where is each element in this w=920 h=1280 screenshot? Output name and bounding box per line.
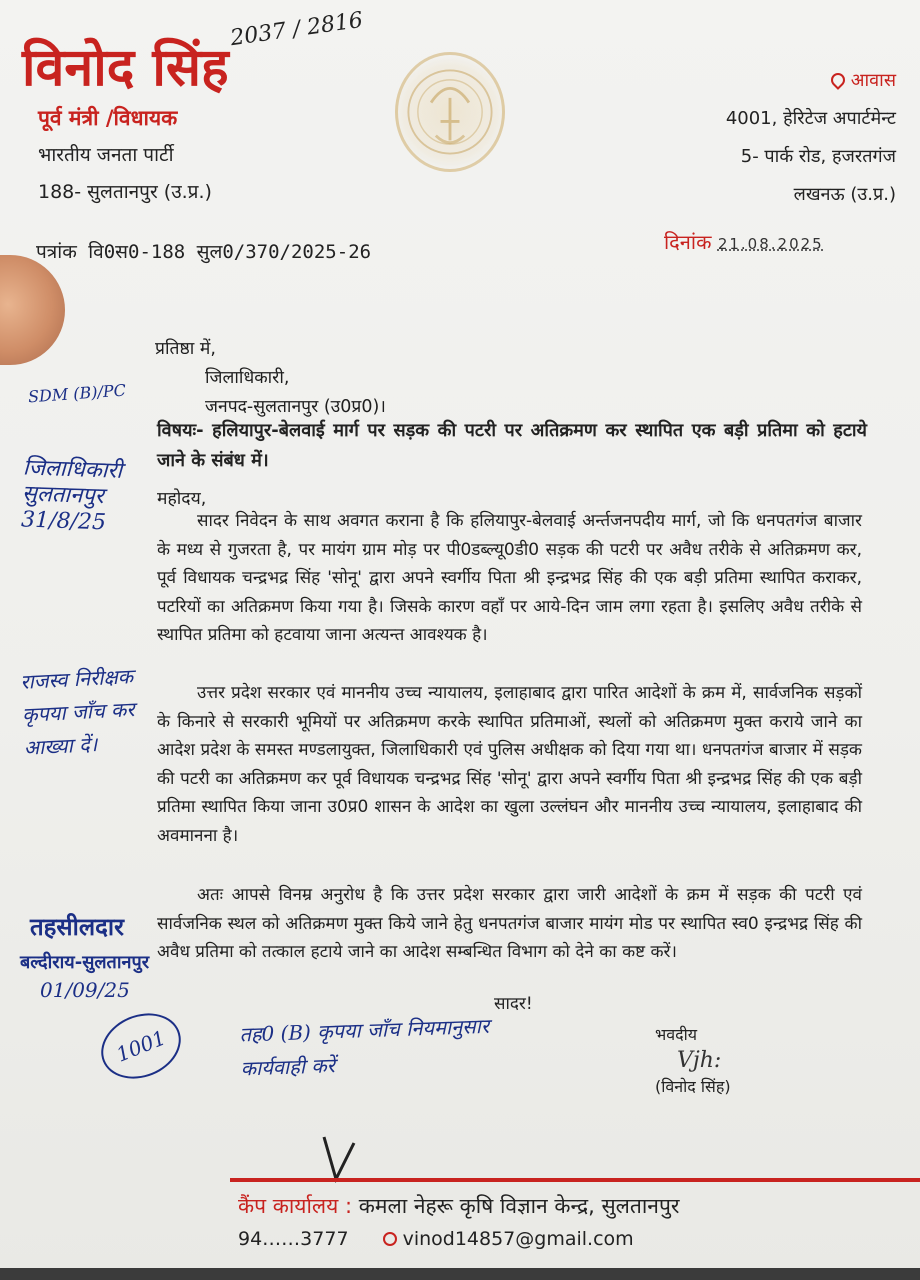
address-line-1: 4001, हेरिटेज अपार्टमेन्ट (725, 108, 896, 129)
email-address: vinod14857@gmail.com (402, 1228, 634, 1250)
constituency: 188- सुलतानपुर (उ.प्र.) (38, 181, 212, 203)
location-pin-icon (828, 70, 848, 90)
reference-number: पत्रांक वि0स0-188 सुल0/370/2025-26 (36, 241, 372, 263)
recipient-line-3: जनपद-सुलतानपुर (उ0प्र0)। (205, 397, 386, 417)
handwritten-order-note: तह0 (B) कृपया जाँच नियमानुसार कार्यवाही करें (239, 1013, 490, 1081)
residence-label: आवास (636, 62, 896, 100)
circled-number-stamp: 1001 (91, 1002, 190, 1090)
finger-thumb (0, 255, 65, 365)
footer-divider (230, 1178, 920, 1182)
handwritten-dm-note: जिलाधिकारी सुलतानपुर 31/8/25 (20, 455, 123, 536)
recipient-line-1: प्रतिष्ठा में, (155, 339, 216, 359)
footer-contact (238, 1228, 634, 1250)
tehsildar-date: 01/09/25 (40, 978, 130, 1002)
date-field (664, 228, 824, 255)
page-edge-shadow (0, 1268, 920, 1280)
state-emblem-icon (395, 52, 505, 172)
body-paragraph-3: अतः आपसे विनम्र अनुरोध है कि उत्तर प्रदेश सरकार द्वारा जारी आदेशों के क्रम में सड़क की पटरी एवं सार्वजनिक स्थल को अतिक्रमण मुक्त किये जाने हेतु धनपतगंज बाजार मायंग मोड पर स्थापित स्व0 इन्द्रभद्र सिंह की अवैध प्रतिमा को तत्काल हटाये जाने का आदेश सम्बन्धित विभाग को देने का कष्ट करें। (157, 885, 862, 962)
office-place: कमला नेहरू कृषि विज्ञान केन्द्र, सुलतानपुर (358, 1194, 680, 1218)
email-icon (383, 1232, 397, 1246)
signature: Vjh: (677, 1048, 722, 1073)
valediction: भवदीय (655, 1025, 698, 1044)
date-value: 21.08.2025 (717, 235, 824, 253)
letterhead-name: विनोद सिंह (22, 38, 229, 98)
salutation: महोदय, (157, 489, 207, 509)
footer-office (238, 1192, 679, 1220)
address-line-2: 5- पार्क रोड, हजरतगंज (740, 146, 896, 167)
letterhead-left-block (38, 100, 212, 211)
body-paragraph-2: उत्तर प्रदेश सरकार एवं माननीय उच्च न्यायालय, इलाहाबाद द्वारा पारित आदेशों के क्रम में, सार्वजनिक सड़कों के किनारे से सरकारी भूमियों पर अतिक्रमण करके स्थापित प्रतिमाओं, स्थलों को अतिक्रमण मुक्त कराये जाने का आदेश प्रदेश के समस्त मण्डलायुक्त, जिलाधिकारी एवं पुलिस अधीक्षक को दिया गया था। धनपतगंज बाजार में सड़क की पटरी का अतिक्रमण कर पूर्व विधायक चन्द्रभद्र सिंह 'सोनू' द्वारा अपने स्वर्गीय पिता श्री इन्द्रभद्र सिंह की एक बड़ी प्रतिमा स्थापित किया जाना उ0प्र0 शासन के आदेश का खुला उल्लंघन और माननीय उच्च न्यायालय, इलाहाबाद की अवमानना है। (157, 683, 862, 846)
handwritten-initials: 2037 / 2816 (228, 7, 365, 52)
subject-line: विषयः- हलियापुर-बेलवाई मार्ग पर सड़क की पटरी पर अतिक्रमण कर स्थापित एक बड़ी प्रतिमा को हटाये जाने के संबंध में। (157, 420, 867, 471)
closing-text: सादर! (494, 994, 533, 1014)
tehsildar-stamp-label: तहसीलदार (30, 913, 124, 941)
signatory-name: (विनोद सिंह) (655, 1077, 731, 1096)
address-line-3: लखनऊ (उ.प्र.) (793, 184, 896, 205)
signature-block (655, 1022, 731, 1100)
date-label: दिनांक (664, 230, 712, 254)
recipient-line-2: जिलाधिकारी, (205, 368, 290, 388)
tehsildar-stamp-place: बल्दीराय-सुलतानपुर (20, 952, 150, 973)
letterhead-right-block (636, 62, 896, 214)
email-wrapper (383, 1228, 634, 1250)
handwritten-margin-note: राजस्व निरीक्षक कृपया जाँच कर आख्या दें। (19, 664, 136, 760)
office-label: कैंप कार्यालय : (238, 1194, 353, 1218)
designation: पूर्व मंत्री /विधायक (38, 106, 178, 130)
body-paragraph-1: सादर निवेदन के साथ अवगत कराना है कि हलियापुर-बेलवाई अर्न्तजनपदीय मार्ग, जो कि धनपतगंज बाजार के मध्य से गुजरता है, पर मायंग ग्राम मोड़ पर पी0डब्ल्यू0डी0 सड़क की पटरी पर अवैध तरीके से अतिक्रमण कर, पूर्व विधायक चन्द्रभद्र सिंह 'सोनू' द्वारा अपने स्वर्गीय पिता श्री इन्द्रभद्र सिंह की एक बड़ी प्रतिमा स्थापित कराकर, पटरियों का अतिक्रमण किया गया है। जिसके कारण वहाँ पर आये-दिन जाम लगा रहता है। इसलिए अवैध तरीके से स्थापित प्रतिमा को हटवाया जाना अत्यन्त आवश्यक है। (157, 511, 862, 645)
handwritten-sdm-note: SDM (B)/PC (27, 380, 127, 407)
party-name: भारतीय जनता पार्टी (38, 144, 174, 166)
recipient-block (155, 335, 386, 422)
phone-number: 94……3777 (238, 1228, 349, 1250)
